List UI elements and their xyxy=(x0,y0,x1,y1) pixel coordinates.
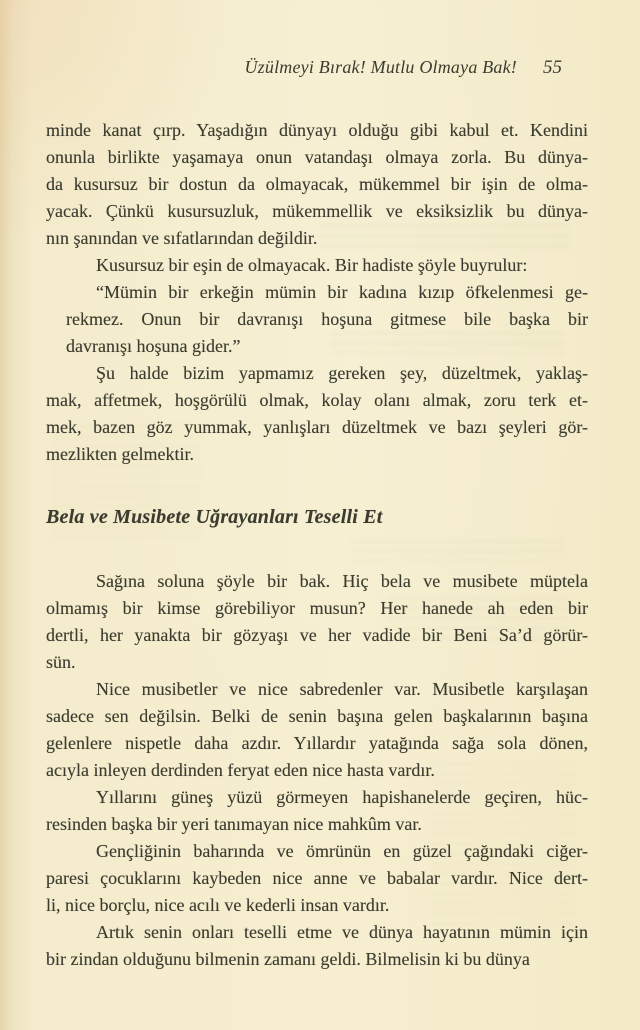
text-line: Gençliğinin baharında ve ömrünün en güzel çağındaki ciğer- xyxy=(96,841,588,861)
text-line: gelenlere nispetle daha azdır. Yıllardır yatağında sağa sola dönen, xyxy=(46,733,588,753)
paragraph xyxy=(46,360,588,468)
text-line: onunla birlikte yaşamaya onun vatandaşı olmaya zorla. Bu dünya- xyxy=(46,147,588,167)
text-line: bir zindan olduğunu bilmenin zamanı geldi. Bilmelisin ki bu dünya xyxy=(46,949,530,969)
text-line: mek, bazen göz yummak, yanlışları düzeltmek ve bazı şeyleri gör- xyxy=(46,417,588,437)
paragraph xyxy=(46,252,588,279)
text-line: Nice musibetler ve nice sabredenler var. Musibetle karşılaşan xyxy=(96,679,588,699)
body-text xyxy=(46,117,588,973)
text-line: “Mümin bir erkeğin mümin bir kadına kızıp öfkelenmesi ge- xyxy=(96,282,588,302)
page-number: 55 xyxy=(543,57,562,78)
running-header-title: Üzülmeyi Bırak! Mutlu Olmaya Bak! xyxy=(244,57,517,77)
text-line: resinden başka bir yeri tanımayan nice mahkûm var. xyxy=(46,814,422,834)
text-line: rekmez. Onun bir davranışı hoşuna gitmese bile başka bir xyxy=(66,309,588,329)
running-header xyxy=(0,57,640,79)
text-line: mak, affetmek, hoşgörülü olmak, kolay olanı almak, zoru terk et- xyxy=(46,390,588,410)
text-line: minde kanat çırp. Yaşadığın dünyayı olduğu gibi kabul et. Kendini xyxy=(46,120,588,140)
text-line: li, nice borçlu, nice acılı ve kederli insan vardır. xyxy=(46,895,390,915)
section-heading: Bela ve Musibete Uğrayanları Teselli Et xyxy=(46,506,383,528)
text-line: da kusursuz bir dostun da olmayacak, mükemmel bir işin de olma- xyxy=(46,174,588,194)
text-line: mezlikten gelmektir. xyxy=(46,444,194,464)
paragraph xyxy=(46,838,588,919)
text-line: Yıllarını güneş yüzü görmeyen hapishanelerde geçiren, hüc- xyxy=(96,787,588,807)
text-line: Şu halde bizim yapmamız gereken şey, düzeltmek, yaklaş- xyxy=(96,363,588,383)
text-line: sün. xyxy=(46,652,76,672)
text-line: yacak. Çünkü kusursuzluk, mükemmellik ve eksiksizlik bu dünya- xyxy=(46,201,588,221)
text-line: paresi çocuklarını kaybeden nice anne ve babalar vardır. Nice dert- xyxy=(46,868,588,888)
text-line: acıyla inleyen derdinden feryat eden nice hasta vardır. xyxy=(46,760,435,780)
paragraph xyxy=(46,568,588,676)
text-line: Sağına soluna şöyle bir bak. Hiç bela ve musibete müptela xyxy=(96,571,588,591)
text-line: davranışı hoşuna gider.” xyxy=(66,336,241,356)
text-line: Artık senin onları teselli etme ve dünya hayatının mümin için xyxy=(96,922,588,942)
text-line: nın şanından ve sıfatlarından değildir. xyxy=(46,228,318,248)
paragraph xyxy=(46,117,588,252)
text-line: sadece sen değilsin. Belki de senin başına gelen başkalarının başına xyxy=(46,706,588,726)
paragraph xyxy=(46,784,588,838)
quote-paragraph xyxy=(46,279,588,360)
paragraph xyxy=(46,919,588,973)
text-line: Kusursuz bir eşin de olmayacak. Bir hadiste şöyle buyrulur: xyxy=(96,255,528,275)
text-line: dertli, her yanakta bir gözyaşı ve her vadide bir Beni Sa’d görür- xyxy=(46,625,588,645)
paragraph xyxy=(46,676,588,784)
text-line: olmamış bir kimse görebiliyor musun? Her hanede ah eden bir xyxy=(46,598,588,618)
